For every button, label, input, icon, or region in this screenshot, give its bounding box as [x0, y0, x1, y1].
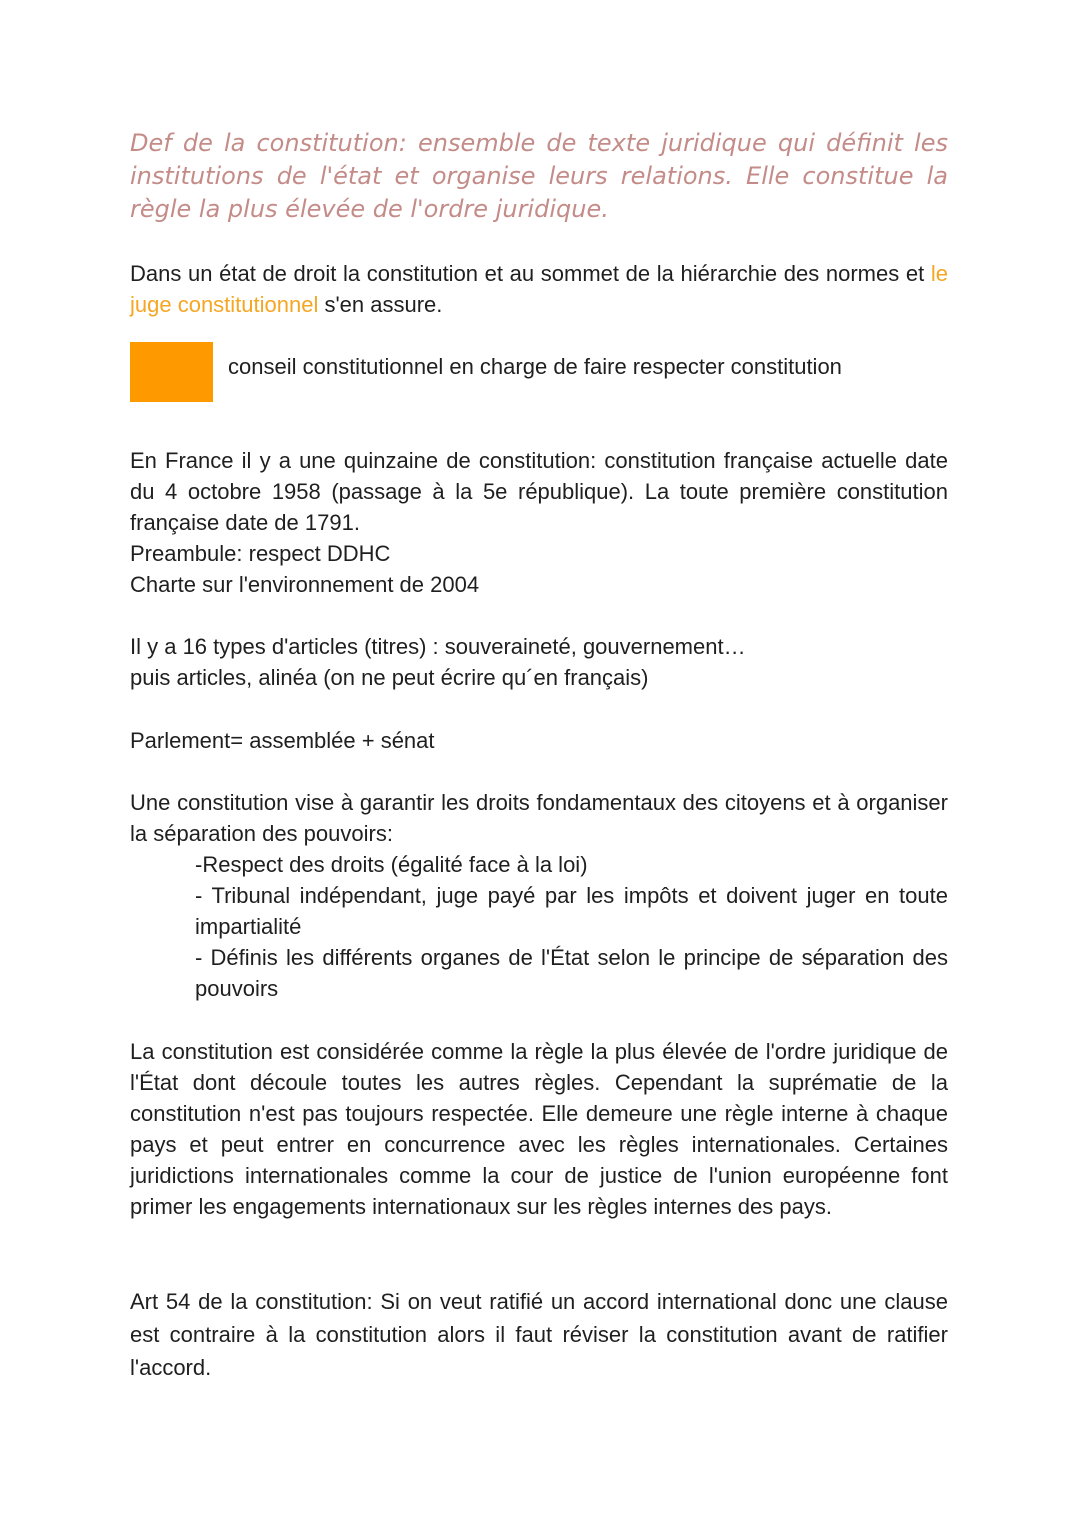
parlement-line: Parlement= assemblée + sénat — [130, 728, 435, 753]
paragraph-france-text: En France il y a une quinzaine de constitution: constitution française actuelle date du 4 octobre 1958 (passage à la 5e république). La toute première constitution française date de 1791. — [130, 448, 948, 535]
list-item: -Respect des droits (égalité face à la loi) — [195, 852, 588, 877]
paragraph-suprematie — [130, 1036, 948, 1222]
paragraph-parlement — [130, 725, 948, 756]
paragraph-droits-fondamentaux — [130, 787, 948, 1004]
articles-line-2: puis articles, alinéa (on ne peut écrire qu´en français) — [130, 665, 649, 690]
art-54-text: Art 54 de la constitution: Si on veut ratifié un accord international donc une clause est contraire à la constitution alors il faut réviser la constitution avant de ratifier l'accord. — [130, 1289, 948, 1380]
articles-line-1: Il y a 16 types d'articles (titres) : souveraineté, gouvernement… — [130, 634, 746, 659]
paragraph-articles — [130, 631, 948, 693]
paragraph-france-constitution — [130, 445, 948, 600]
callout-box — [130, 342, 948, 402]
suprematie-text: La constitution est considérée comme la règle la plus élevée de l'ordre juridique de l'État dont découle toutes les autres règles. Cependant la suprématie de la constitution n'est pas toujours respectée. Elle demeure une règle interne à chaque pays et peut entrer en concurrence avec les règles internationales. Certaines juridictions internationales comme la cour de justice de l'union européenne font primer les engagements internationaux sur les règles internes des pays. — [130, 1039, 948, 1219]
paragraph-etat-de-droit-text — [130, 258, 948, 320]
callout-text: conseil constitutionnel en charge de faire respecter constitution — [228, 354, 842, 379]
highlighted-term: le juge constitutionnel — [130, 261, 948, 317]
definition-text: Def de la constitution: ensemble de texte juridique qui définit les institutions de l'état et organise leurs relations. Elle constitue la règle la plus élevée de l'ordre juridique. — [130, 129, 948, 223]
preambule-line: Preambule: respect DDHC — [130, 541, 391, 566]
charte-line: Charte sur l'environnement de 2004 — [130, 572, 480, 597]
paragraph-art-54 — [130, 1285, 948, 1384]
list-item: - Définis les différents organes de l'État selon le principe de séparation des pouvoirs — [195, 945, 948, 1001]
orange-swatch — [130, 342, 213, 402]
list-item: - Tribunal indépendant, juge payé par les impôts et doivent juger en toute impartialité — [195, 883, 948, 939]
text-segment: Dans un état de droit la constitution et au sommet de la hiérarchie des normes et — [130, 261, 931, 286]
paragraph-etat-de-droit — [130, 258, 948, 320]
text-segment: s'en assure. — [318, 292, 443, 317]
droits-intro: Une constitution vise à garantir les droits fondamentaux des citoyens et à organiser la séparation des pouvoirs: — [130, 790, 948, 846]
